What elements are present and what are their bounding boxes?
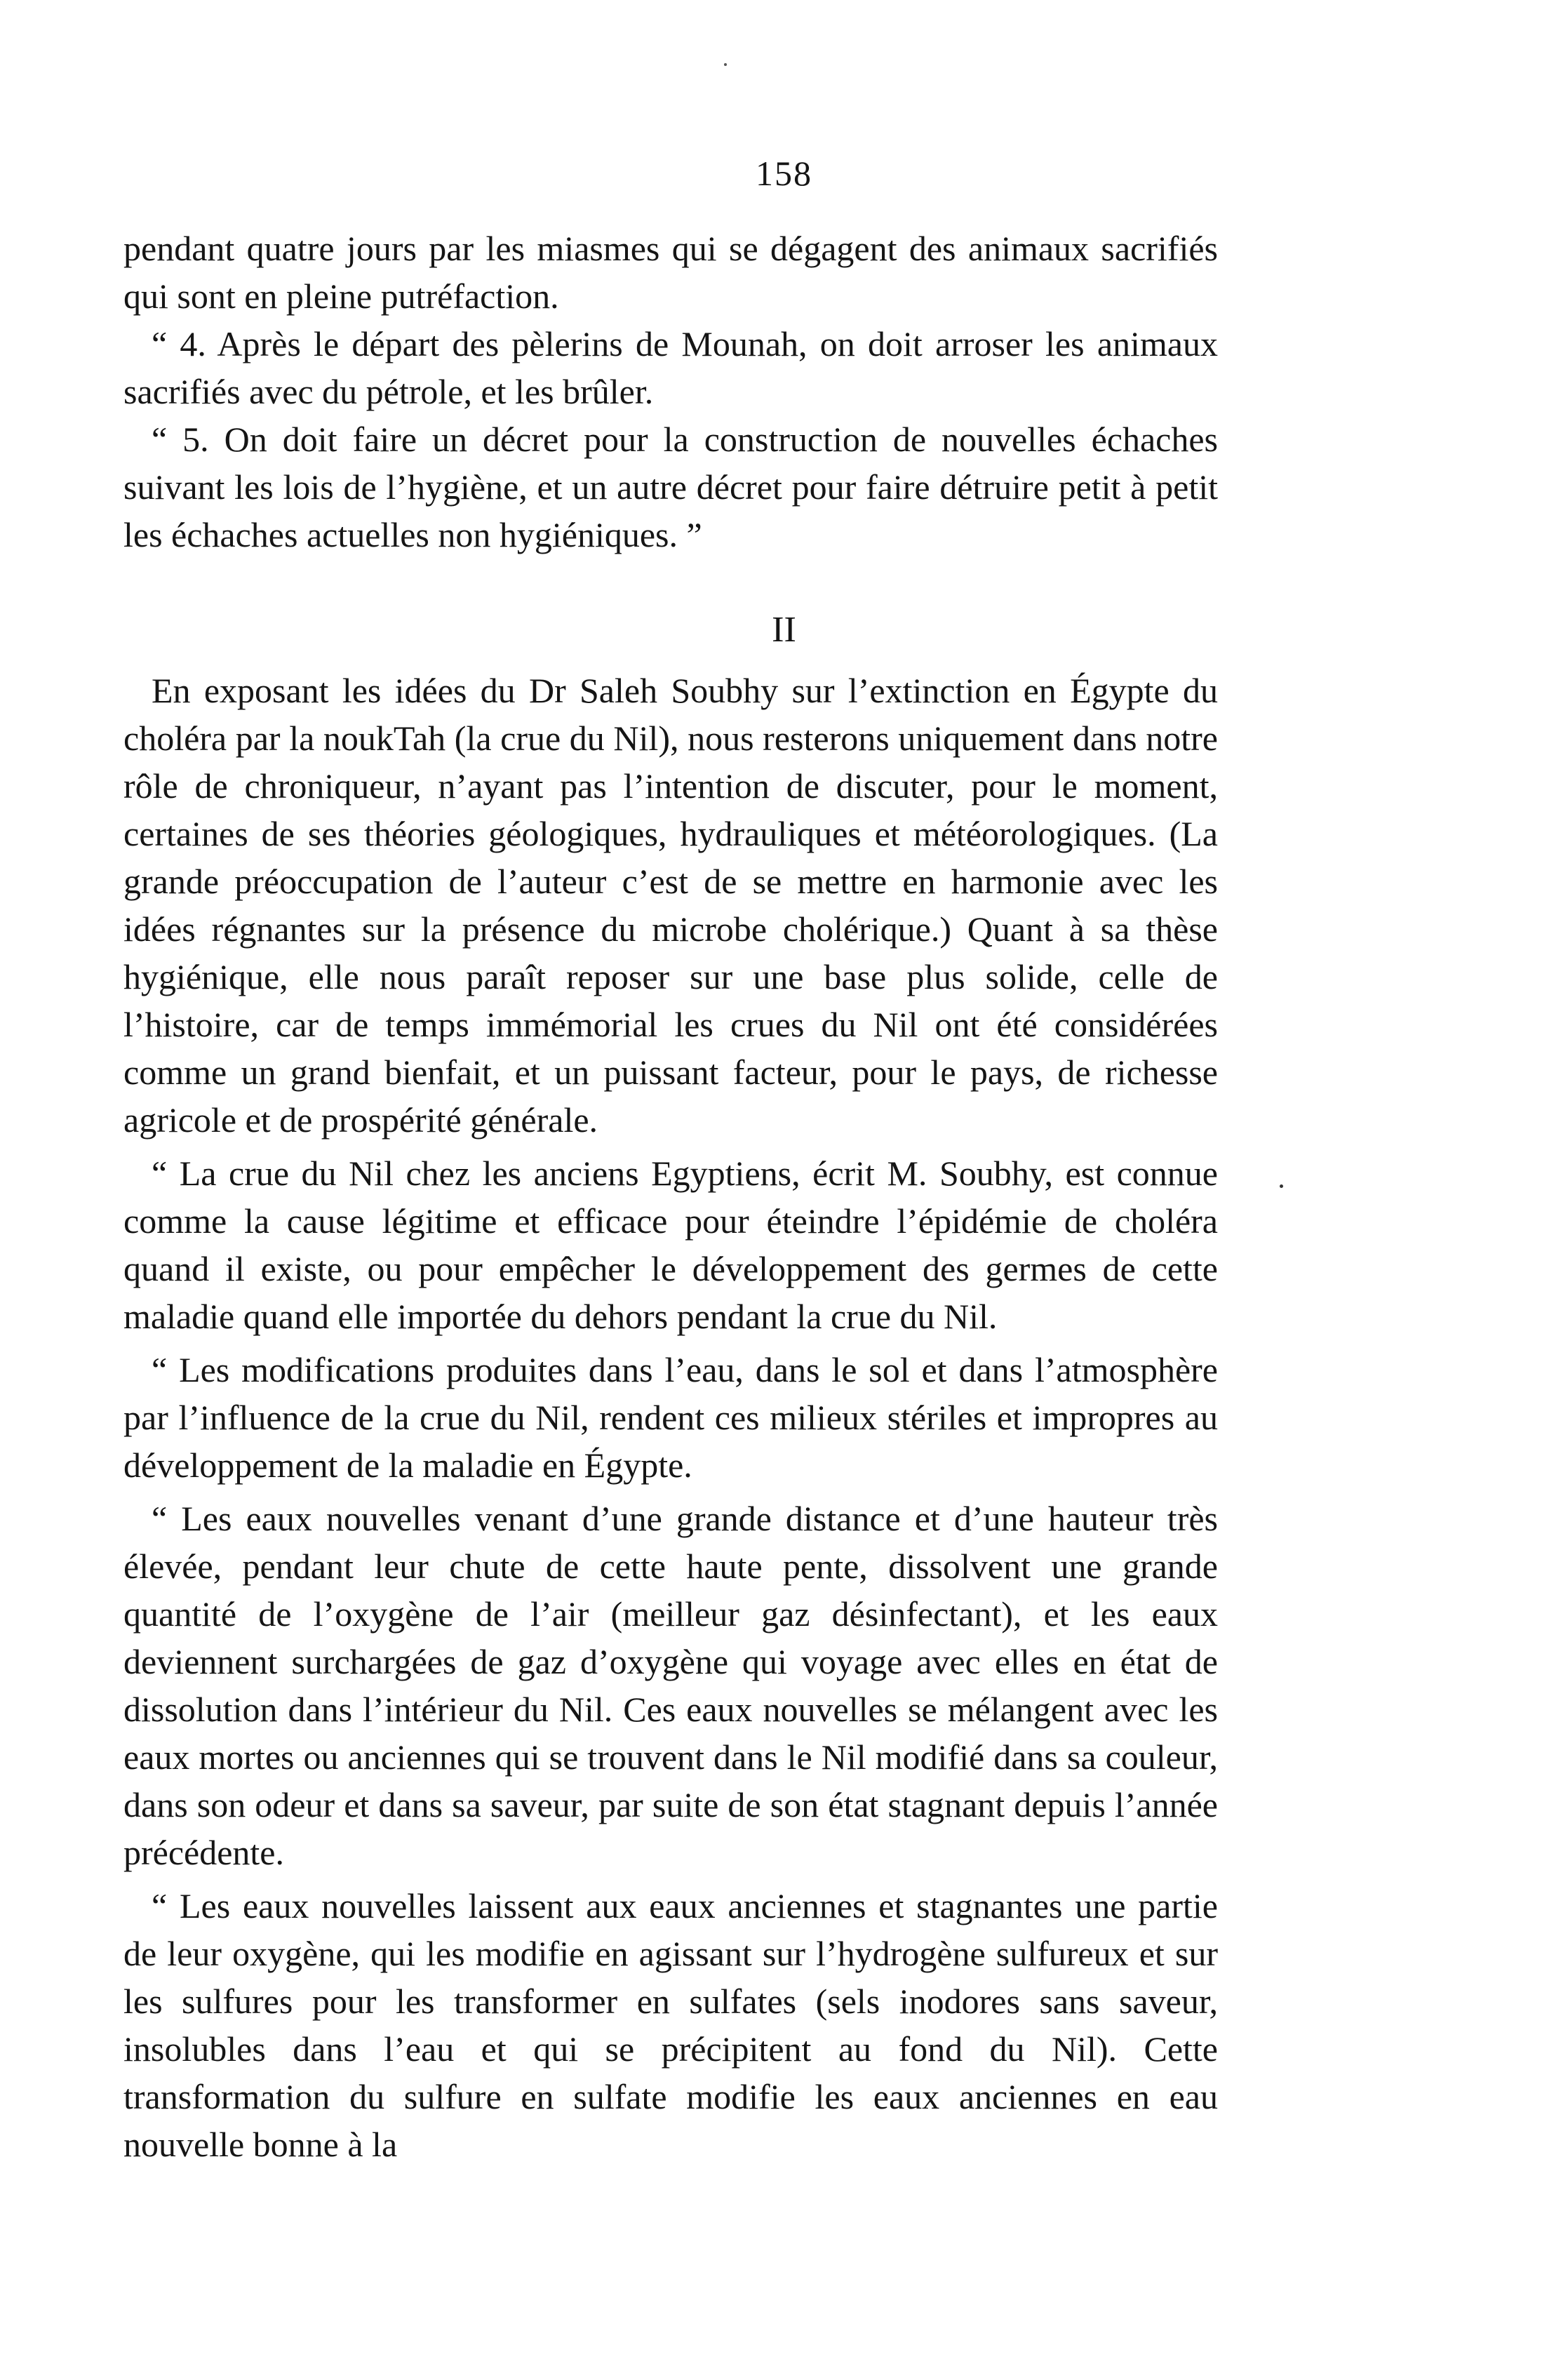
- main-text-block: [123, 667, 1218, 2168]
- paragraph-continuation: pendant quatre jours par les miasmes qui se dégagent des animaux sacrifiés qui sont en pleine putréfaction.: [123, 229, 1218, 316]
- paragraph-quote-oxygene: “ Les eaux nouvelles laissent aux eaux anciennes et stagnantes une partie de leur oxygène, qui les modifie en agissant sur l’hydrogène sulfureux et sur les sulfures pour les transformer en sulfates (sels inodores sans saveur, insolubles dans l’eau et qui se précipitent au fond du Nil). Cette transformation du sulfure en sulfate modifie les eaux anciennes en eau nouvelle bonne à la: [123, 1886, 1218, 2164]
- page-number: 158: [756, 154, 812, 193]
- margin-speck: [1280, 1184, 1283, 1188]
- paragraph-point-4: “ 4. Après le départ des pèlerins de Mounah, on doit arroser les animaux sacrifiés avec du pétrole, et les brûler.: [123, 324, 1218, 411]
- paragraph-quote-eaux-nouvelles: “ Les eaux nouvelles venant d’une grande distance et d’une hauteur très élevée, pendant leur chute de cette haute pente, dissolvent une grande quantité de l’oxygène de l’air (meilleur gaz désinfectant), et les eaux deviennent surchargées de gaz d’oxygène qui voyage avec elles en état de dissolution dans l’intérieur du Nil. Ces eaux nouvelles se mélangent avec les eaux mortes ou anciennes qui se trouvent dans le Nil modifié dans sa couleur, dans son odeur et dans sa saveur, par suite de son état stagnant depuis l’année précédente.: [123, 1499, 1218, 1872]
- paragraph-point-5: “ 5. On doit faire un décret pour la construction de nouvelles échaches suivant les lois de l’hygiène, et un autre décret pour faire détruire petit à petit les échaches actuelles non hygiéniques. ”: [123, 420, 1218, 554]
- paragraph-quote-modifications: “ Les modifications produites dans l’eau, dans le sol et dans l’atmosphère par l’influence de la crue du Nil, rendent ces milieux stériles et impropres au développement de la maladie en Égypte.: [123, 1350, 1218, 1485]
- print-speck: [724, 63, 727, 66]
- paragraph-intro: En exposant les idées du Dr Saleh Soubhy sur l’extinction en Égypte du choléra par la noukTah (la crue du Nil), nous resterons uniquement dans notre rôle de chroniqueur, n’ayant pas l’intention de discuter, pour le moment, certaines de ses théories géologiques, hydrauliques et météorologiques. (La grande préoccupation de l’auteur c’est de se mettre en harmonie avec les idées régnantes sur la présence du microbe cholérique.) Quant à sa thèse hygiénique, elle nous paraît reposer sur une base plus solide, celle de l’histoire, car de temps immémorial les crues du Nil ont été considérées comme un grand bienfait, et un puissant facteur, pour le pays, de richesse agricole et de prospérité générale.: [123, 671, 1218, 1140]
- paragraph-quote-crue: “ La crue du Nil chez les anciens Egyptiens, écrit M. Soubhy, est connue comme la cause légitime et efficace pour éteindre l’épidémie de choléra quand il existe, ou pour empêcher le développement des germes de cette maladie quand elle importée du dehors pendant la crue du Nil.: [123, 1154, 1218, 1336]
- top-text-block: [123, 225, 1218, 559]
- section-heading: II: [772, 610, 796, 650]
